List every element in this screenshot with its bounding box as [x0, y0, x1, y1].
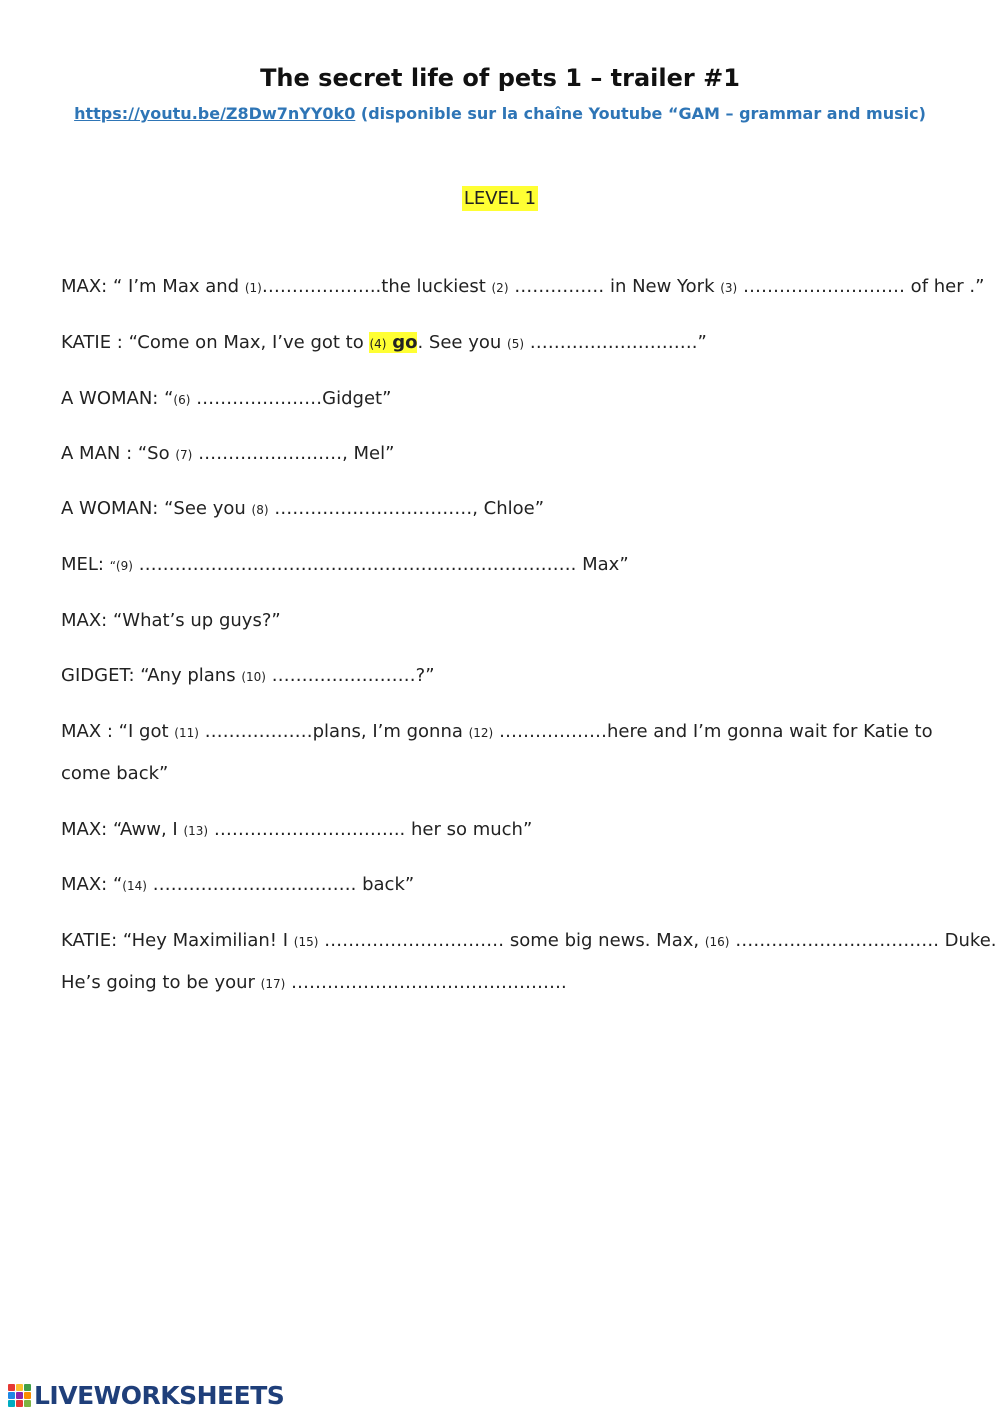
blank-number-4: (4) [369, 337, 387, 351]
dialogue-line-10: MAX: “Aww, I (13) ………………………….. her so much” [61, 819, 533, 840]
youtube-link[interactable]: https://youtu.be/Z8Dw7nYY0k0 [74, 104, 356, 123]
dialogue-line-1: MAX: “ I’m Max and (1)………………..the luckiest (2) …………… in New York (3) ……………………… of her .” [61, 276, 985, 297]
liveworksheets-icon [8, 1384, 31, 1407]
blank-number-11: (11) [174, 726, 199, 740]
blank-number-8: (8) [251, 503, 269, 517]
level-heading [0, 188, 1000, 209]
blank-number-1: (1) [244, 281, 262, 295]
blank-number-6: (6) [173, 393, 191, 407]
page-title: The secret life of pets 1 – trailer #1 [260, 64, 740, 92]
level-label: LEVEL 1 [463, 188, 537, 209]
blank-number-14: (14) [122, 879, 147, 893]
blank-number-16: (16) [704, 935, 730, 949]
blank-number-15: (15) [293, 935, 319, 949]
blank-number-3: (3) [720, 281, 738, 295]
blank-number-10: (10) [241, 670, 266, 684]
blank-number-9: “(9) [109, 559, 133, 573]
source-line [0, 104, 1000, 123]
dialogue-line-9: MAX : “I got (11) ………………plans, I’m gonna (12) ………………here and I’m gonna wait for Katie to [61, 721, 933, 742]
example-answer: go [392, 332, 418, 353]
blank-number-13: (13) [183, 824, 209, 838]
dialogue-line-11: MAX: “(14) ……………………………. back” [61, 874, 415, 895]
source-note: (disponible sur la chaîne Youtube “GAM – grammar and music) [360, 104, 926, 123]
dialogue-line-3: A WOMAN: “(6) …………………Gidget” [61, 388, 392, 409]
dialogue-line-6: MEL: “(9) ………………………………………………………………. Max” [61, 554, 629, 575]
example-highlight [369, 332, 417, 353]
dialogue-line-9-cont: come back” [61, 763, 169, 784]
dialogue-line-12: KATIE: “Hey Maximilian! I (15) ………………………… some big news. Max, (16) ……………………………. Duke. [61, 930, 997, 951]
liveworksheets-wordmark: LIVEWORKSHEETS [34, 1380, 285, 1410]
dialogue-line-7: MAX: “What’s up guys?” [61, 610, 281, 631]
blank-number-17: (17) [260, 977, 286, 991]
dialogue-line-4: A MAN : “So (7) ……………………, Mel” [61, 443, 395, 464]
dialogue-line-8: GIDGET: “Any plans (10) ……………………?” [61, 665, 435, 686]
blank-number-7: (7) [175, 448, 193, 462]
blank-number-2: (2) [491, 281, 509, 295]
liveworksheets-logo[interactable] [8, 1380, 284, 1410]
blank-number-12: (12) [468, 726, 494, 740]
blank-number-5: (5) [507, 337, 525, 351]
dialogue-line-5: A WOMAN: “See you (8) ……………………………, Chloe” [61, 498, 545, 519]
dialogue-line-12-cont: He’s going to be your (17) ………………………………………. [61, 972, 567, 993]
dialogue-line-2: KATIE : “Come on Max, I’ve got to (4) go. See you (5) ……………………….” [61, 332, 707, 353]
